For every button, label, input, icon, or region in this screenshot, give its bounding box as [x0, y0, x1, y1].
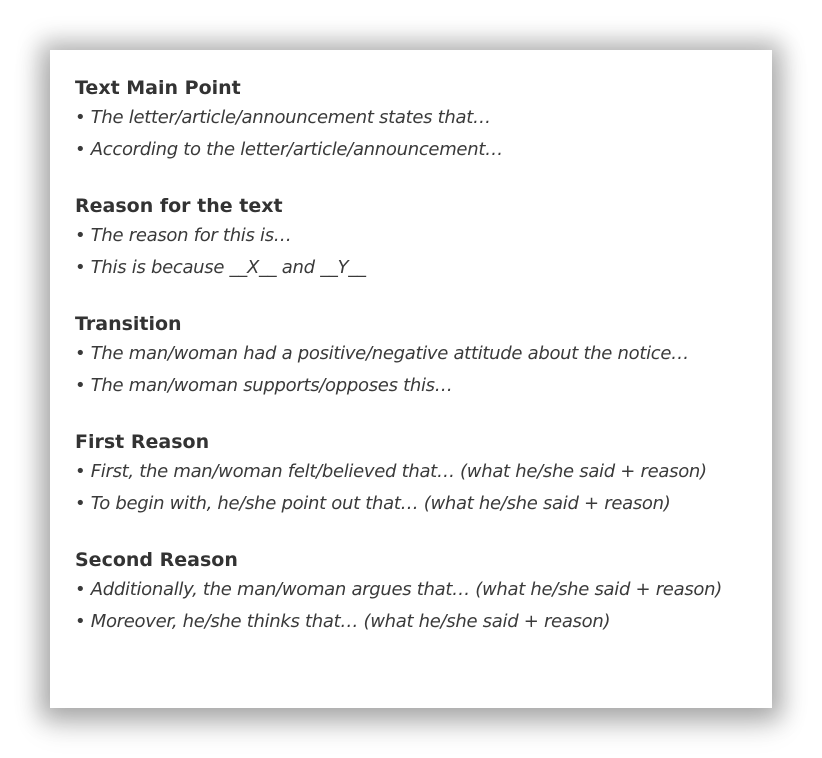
bullet-item: • Additionally, the man/woman argues that… (what he/she said + reason)	[75, 579, 722, 600]
section-transition	[75, 310, 772, 402]
bullet-item: • According to the letter/article/announcement…	[75, 139, 503, 160]
bullet-item: • This is because __X__ and __Y__	[75, 257, 366, 278]
section-heading: Transition	[75, 313, 182, 335]
template-card	[50, 50, 772, 708]
bullet-item: • To begin with, he/she point out that… (what he/she said + reason)	[75, 493, 671, 514]
section-reason-for-text	[75, 192, 772, 284]
section-text-main-point	[75, 74, 772, 166]
bullet-item: • Moreover, he/she thinks that… (what he/she said + reason)	[75, 611, 611, 632]
section-heading: Text Main Point	[75, 77, 241, 99]
section-heading: First Reason	[75, 431, 210, 453]
section-heading: Second Reason	[75, 549, 238, 571]
section-first-reason	[75, 428, 772, 520]
bullet-item: • The reason for this is…	[75, 225, 292, 246]
bullet-item: • The man/woman had a positive/negative attitude about the notice…	[75, 343, 689, 364]
bullet-item: • The man/woman supports/opposes this…	[75, 375, 453, 396]
bullet-item: • The letter/article/announcement states that…	[75, 107, 491, 128]
bullet-item: • First, the man/woman felt/believed that… (what he/she said + reason)	[75, 461, 707, 482]
section-second-reason	[75, 546, 772, 638]
section-heading: Reason for the text	[75, 195, 283, 217]
